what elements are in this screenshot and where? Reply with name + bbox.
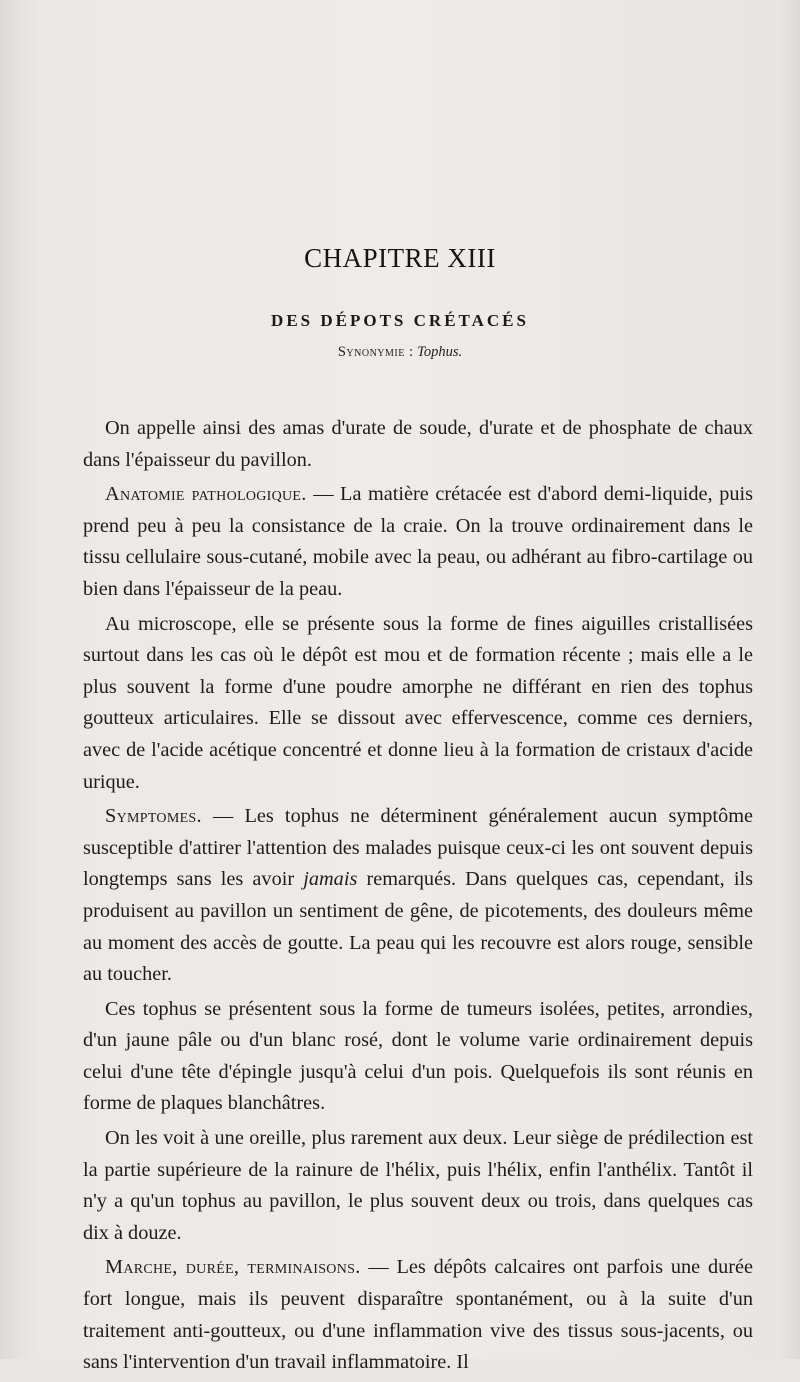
paragraph-text: On les voit à une oreille, plus rarement aux deux. Leur siège de prédilection est la partie supérieure de la rainure de l'hélix, puis l'hélix, enfin l'anthélix. Tantôt il n'y a qu'un tophus au pavillon, le plus souvent deux ou trois, dans quelques cas dix à douze. (83, 1127, 753, 1244)
bleed-through-text (110, 82, 750, 234)
paragraph-text: remarqués. Dans quelques cas, cependant, ils produisent au pavillon un sentiment de gêne, de picotements, des douleurs même au moment des accès de goutte. La peau qui les recouvre est alors rouge, sensible au toucher. (83, 868, 753, 986)
synonym-label: Synonymie : (337, 344, 414, 360)
synonym-line (0, 344, 800, 361)
section-title: DES DÉPOTS CRÉTACÉS (271, 311, 529, 330)
paragraph-text: Au microscope, elle se présente sous la forme de fines aiguilles cristallisées surtout dans les cas où le dépôt est mou et de formation récente ; mais elle a le plus souvent la forme d'une poudre amorphe ne différant en rien des tophus goutteux articulaires. Elle se dissout avec effervescence, comme ces derniers, avec de l'acide acétique concentré et donne lieu à la formation de cristaux d'acide urique. (83, 612, 753, 793)
chapter-body (83, 413, 753, 1382)
paragraph-text: — La matière crétacée est d'abord demi-liquide, puis prend peu à peu la consistance de la craie. On la trouve ordinairement dans le tissu cellulaire sous-cutané, mobile avec la peau, ou adhérant au fibro-cartilage ou bien dans l'épaisseur de la peau. (83, 483, 753, 600)
paragraph-text: — Les tophus ne déterminent généralement aucun symptôme susceptible d'attirer l'attention des malades puisque ceux-ci les ont souvent depuis longtemps sans les avoir (83, 805, 753, 891)
paragraph-text: On appelle ainsi des amas d'urate de soude, d'urate et de phosphate de chaux dans l'épaisseur du pavillon. (83, 417, 753, 471)
paragraph-heading: Symptomes. (105, 805, 202, 828)
paragraph (83, 479, 753, 605)
paragraph (83, 609, 753, 799)
emphasis-text: jamais (303, 868, 358, 891)
paragraph (83, 413, 753, 476)
paragraph-heading: Marche, durée, terminaisons. (105, 1256, 361, 1279)
paragraph (83, 1252, 753, 1378)
paragraph-text: — Les dépôts calcaires ont parfois une durée fort longue, mais ils peuvent disparaître spontanément, ou à la suite d'un traitement anti-goutteux, ou d'une inflammation vive des tissus sous-jacents, ou sans l'intervention d'un travail inflammatoire. Il (83, 1256, 754, 1374)
paragraph-heading: Anatomie pathologique. (105, 483, 307, 506)
paragraph (83, 801, 753, 991)
paragraph-text: Ces tophus se présentent sous la forme de tumeurs isolées, petites, arrondies, d'un jaune pâle ou d'un blanc rosé, dont le volume varie ordinairement depuis celui d'une tête d'épingle jusqu'à celui d'un pois. Quelquefois ils sont réunis en forme de plaques blanchâtres. (83, 997, 753, 1115)
paragraph (83, 1123, 753, 1249)
paragraph (83, 994, 753, 1120)
chapter-title: CHAPITRE XIII (304, 243, 496, 273)
synonym-value: Tophus. (417, 344, 463, 360)
